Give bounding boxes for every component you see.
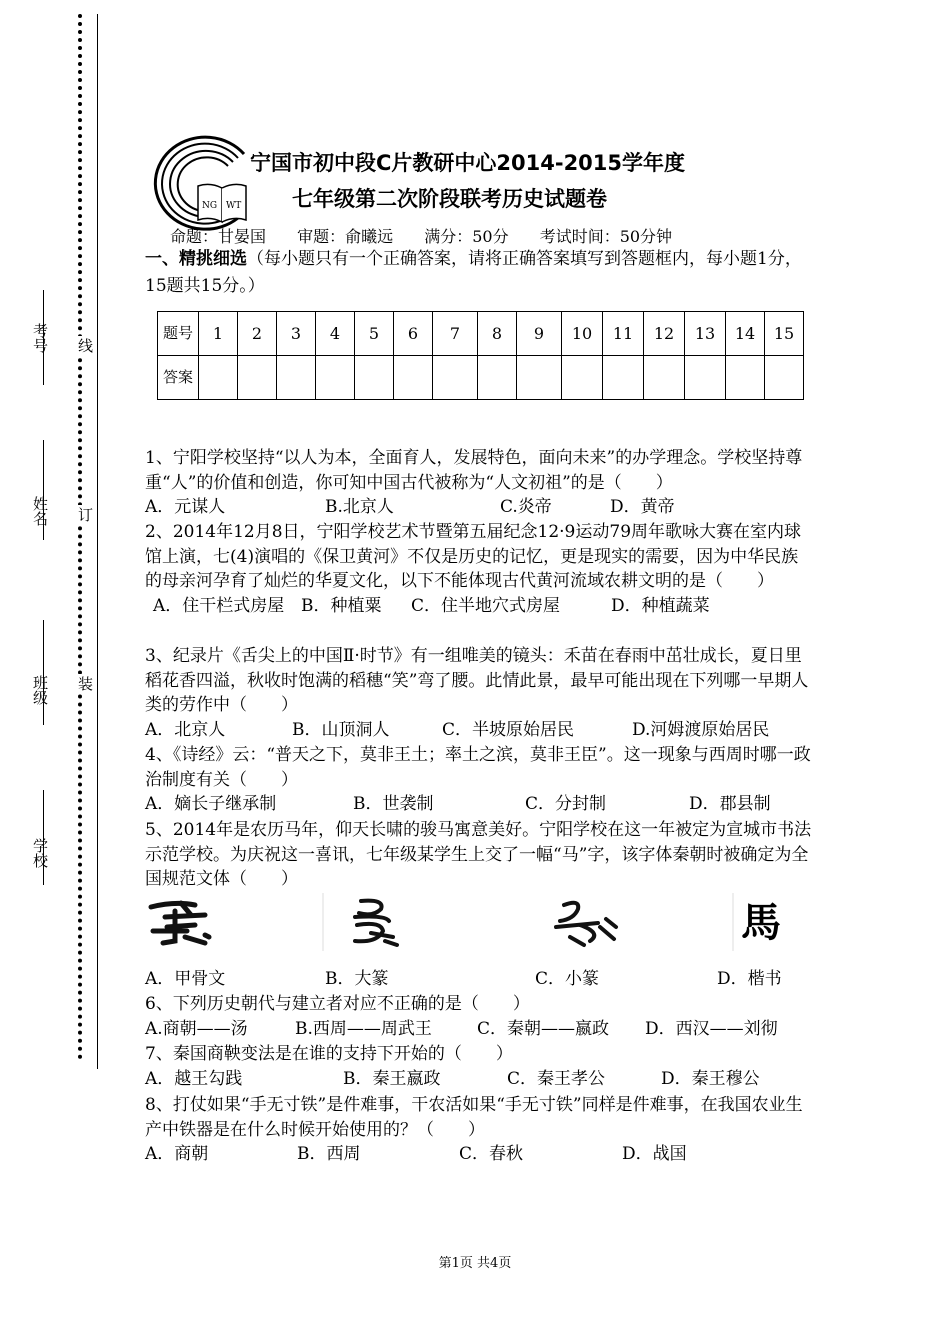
xingming-line — [43, 440, 44, 540]
oracle-bone-horse-glyph — [145, 897, 225, 949]
answer-cell[interactable] — [277, 356, 316, 400]
answer-cell[interactable] — [433, 356, 478, 400]
num-cell: 2 — [238, 312, 277, 356]
option-c: C．秦朝——嬴政 — [477, 1018, 610, 1039]
question-6-options — [145, 1017, 815, 1042]
option-a: A．嫡长子继承制 — [145, 794, 277, 814]
answer-cell[interactable] — [199, 356, 238, 400]
num-cell: 14 — [726, 312, 765, 356]
option-d: D．战国 — [622, 1144, 687, 1164]
option-b: B.西周——周武王 — [295, 1018, 432, 1039]
option-b: B．大篆 — [325, 969, 389, 989]
section-instructions — [145, 246, 815, 300]
option-d: D．种植蔬菜 — [611, 595, 710, 616]
question-4-stem: 4、《诗经》云：“普天之下，莫非王土；率土之滨，莫非王臣”。这一现象与西周时哪一政治制度有关（ ） — [145, 745, 811, 790]
question-3-stem: 3、纪录片《舌尖上的中国Ⅱ·时节》有一组唯美的镜头：禾苗在春雨中茁壮成长，夏日里稻花香四溢，秋收时饱满的稻穗“笑”弯了腰。此情此景，最早可能出现在下列哪一早期人类的劳作中（ ） — [145, 646, 809, 715]
question-2-stem: 2、2014年12月8日，宁阳学校艺术节暨第五届纪念12·9运动79周年歌咏大赛在室内球馆上演，七(4)演唱的《保卫黄河》不仅是历史的记忆，更是现实的需要，因为中华民族的母亲河孕育了灿烂的华夏文化，以下不能体现古代黄河流域农耕文明的是（ ） — [145, 522, 802, 591]
full-score: 满分：50分 — [424, 227, 509, 246]
great-seal-horse-image — [345, 897, 405, 949]
answer-cell[interactable] — [394, 356, 433, 400]
question-7-stem: 7、秦国商鞅变法是在谁的支持下开始的（ ） — [145, 1044, 513, 1064]
answer-cell[interactable] — [562, 356, 603, 400]
question-3 — [145, 644, 815, 742]
question-2 — [145, 520, 815, 618]
exam-title-line1: 宁国市初中段C片教研中心2014-2015学年度 — [250, 151, 686, 175]
answer-cell[interactable] — [478, 356, 517, 400]
fold-label-ding: 订 — [76, 507, 94, 522]
kaohao-line — [43, 290, 44, 385]
option-c: C．秦王孝公 — [507, 1068, 606, 1089]
question-6-stem: 6、下列历史朝代与建立者对应不正确的是（ ） — [145, 994, 530, 1014]
logo-text-right: WT — [226, 201, 242, 211]
answer-cell[interactable] — [765, 356, 804, 400]
question-3-options — [145, 718, 815, 743]
question-5-stem: 5、2014年是农历马年，仰天长啸的骏马寓意美好。宁阳学校在这一年被定为宣城市书法示范学校。为庆祝这一喜讯，七年级某学生上交了一幅“马”字，该字体秦朝时被确定为全国规范文体（ ） — [145, 820, 812, 889]
num-cell: 9 — [517, 312, 562, 356]
regular-script-horse-glyph: 馬 — [741, 900, 781, 946]
num-cell: 13 — [685, 312, 726, 356]
reviewer: 审题：俞曦远 — [297, 227, 394, 246]
author: 命题：甘晏国 — [170, 227, 267, 246]
num-cell: 6 — [394, 312, 433, 356]
question-2-options — [145, 594, 815, 619]
xuexiao-line — [43, 790, 44, 885]
option-d: D．秦王穆公 — [661, 1068, 760, 1089]
question-5-options-row — [145, 967, 815, 992]
num-cell: 7 — [433, 312, 478, 356]
binding-border-line — [97, 14, 98, 1069]
option-c: C．春秋 — [459, 1144, 524, 1164]
section-desc: （每小题只有一个正确答案，请将正确答案填写到答题框内，每小题1分，15题共15分。） — [145, 249, 802, 296]
banji-line — [43, 620, 44, 725]
glyph-divider — [732, 893, 734, 951]
school-logo — [138, 134, 250, 234]
option-c: C.炎帝 — [500, 497, 552, 517]
option-a: A．北京人 — [145, 719, 226, 740]
option-a: A．越王勾践 — [145, 1068, 243, 1089]
dotted-binding-line — [78, 14, 82, 1060]
answer-row-head: 答案 — [158, 356, 199, 400]
answer-cell[interactable] — [238, 356, 277, 400]
question-8-stem: 8、打仗如果“手无寸铁”是件难事，干农活如果“手无寸铁”同样是件难事，在我国农业生产中铁器是在什么时候开始使用的？（ ） — [145, 1095, 803, 1140]
option-a: A．住干栏式房屋 — [153, 595, 285, 616]
question-1-stem: 1、宁阳学校坚持“以人为本，全面育人，发展特色，面向未来”的办学理念。学校坚持尊重“人”的价值和创造，你可知中国古代被称为“人文初祖”的是（ ） — [145, 448, 803, 493]
num-cell: 5 — [355, 312, 394, 356]
oracle-bone-horse-image — [145, 897, 225, 949]
page-footer: 第1页 共4页 — [438, 1256, 512, 1271]
question-4-options — [145, 792, 815, 817]
question-8-options — [145, 1142, 815, 1167]
question-6 — [145, 992, 815, 1041]
option-a: A.商朝——汤 — [145, 1018, 248, 1039]
option-c: C．住半地穴式房屋 — [411, 595, 561, 616]
exam-time: 考试时间：50分钟 — [539, 227, 673, 246]
option-b: B.北京人 — [325, 497, 394, 517]
option-a: A．甲骨文 — [145, 969, 226, 989]
option-d: D．西汉——刘彻 — [645, 1018, 778, 1039]
option-d: D.河姆渡原始居民 — [632, 719, 770, 740]
logo-text-left: NG — [202, 201, 218, 211]
option-b: B．世袭制 — [353, 794, 434, 814]
glyph-divider — [322, 893, 324, 951]
exam-title-line2: 七年级第二次阶段联考历史试题卷 — [292, 187, 607, 211]
fold-label-xian: 线 — [76, 338, 94, 353]
answer-cell[interactable] — [726, 356, 765, 400]
num-cell: 4 — [316, 312, 355, 356]
label-xuexiao: 学校 — [31, 838, 49, 868]
option-b: B．山顶洞人 — [292, 719, 390, 740]
num-cell: 10 — [562, 312, 603, 356]
option-a: A．商朝 — [145, 1144, 209, 1164]
question-5-options — [145, 967, 815, 992]
option-d: D．楷书 — [717, 969, 782, 989]
great-seal-horse-glyph — [345, 897, 405, 949]
small-seal-horse-glyph — [550, 897, 620, 949]
answer-table-number-row — [158, 312, 804, 356]
fold-label-zhuang: 装 — [76, 676, 94, 691]
exam-meta — [170, 224, 790, 247]
question-5 — [145, 818, 815, 892]
question-7 — [145, 1042, 815, 1091]
option-d: D．黄帝 — [610, 497, 675, 517]
answer-cell[interactable] — [517, 356, 562, 400]
num-cell: 1 — [199, 312, 238, 356]
question-4 — [145, 743, 815, 817]
num-cell: 8 — [478, 312, 517, 356]
label-banji: 班级 — [31, 675, 49, 705]
num-cell: 11 — [603, 312, 644, 356]
answer-table-answer-row — [158, 356, 804, 400]
option-b: B．种植粟 — [301, 595, 382, 616]
option-c: C．小篆 — [535, 969, 600, 989]
number-row-head: 题号 — [158, 312, 199, 356]
option-a: A．元谋人 — [145, 497, 226, 517]
question-1 — [145, 446, 815, 520]
horse-character-images — [145, 893, 815, 955]
answer-cell[interactable] — [603, 356, 644, 400]
small-seal-horse-image — [550, 897, 620, 949]
question-8 — [145, 1093, 815, 1167]
option-b: B．秦王嬴政 — [343, 1068, 441, 1089]
answer-table — [157, 311, 804, 400]
answer-cell[interactable] — [685, 356, 726, 400]
option-b: B．西周 — [297, 1144, 361, 1164]
label-kaohao: 考号 — [31, 323, 49, 353]
question-7-options — [145, 1067, 815, 1092]
answer-cell[interactable] — [355, 356, 394, 400]
section-title: 一、精挑细选 — [145, 249, 247, 269]
num-cell: 12 — [644, 312, 685, 356]
num-cell: 15 — [765, 312, 804, 356]
label-xingming: 姓名 — [31, 496, 49, 526]
question-1-options — [145, 495, 815, 520]
answer-cell[interactable] — [644, 356, 685, 400]
num-cell: 3 — [277, 312, 316, 356]
option-d: D．郡县制 — [689, 794, 771, 814]
answer-cell[interactable] — [316, 356, 355, 400]
option-c: C．分封制 — [525, 794, 607, 814]
option-c: C．半坡原始居民 — [442, 719, 575, 740]
